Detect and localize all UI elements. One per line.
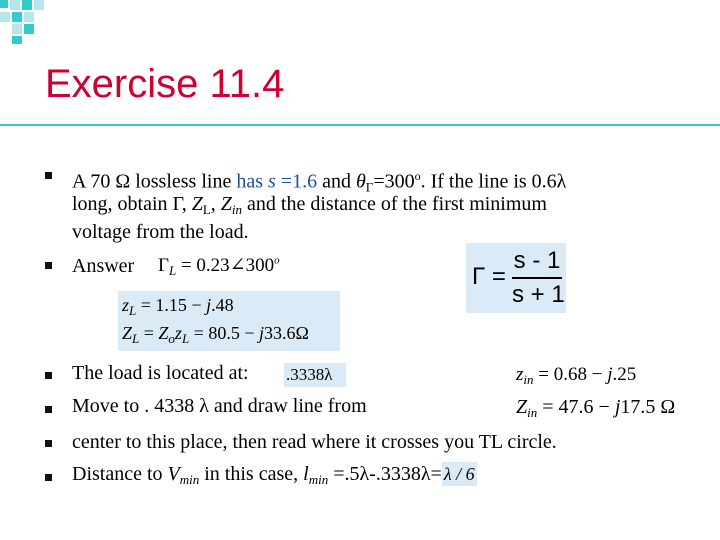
corner-square-4 <box>34 0 44 10</box>
zin-equation: $Z_{in} = 47.6 - j17.5$ Ω <box>516 396 676 420</box>
square-bullet-icon <box>45 474 52 481</box>
page-title: Exercise 11.4 <box>45 62 285 106</box>
corner-square-7 <box>24 24 34 34</box>
square-bullet-icon <box>45 440 52 447</box>
corner-square-1 <box>0 0 8 8</box>
load-location-value: .3338λ <box>284 363 346 387</box>
square-bullet-icon <box>45 172 52 179</box>
corner-square-3 <box>22 0 32 10</box>
square-bullet-icon <box>45 262 52 269</box>
bullet-1-line-3: voltage from the load. <box>72 221 249 243</box>
reflection-coefficient-formula: Γ = s - 1 s + 1 <box>466 243 566 313</box>
bullet-1-line-1: A 70 Ω lossless line has s =1.6 and $\theta_\Gamma=300^o$. If the line is 0.6λ <box>72 169 567 195</box>
bullet-3-text: The load is located at: <box>72 362 249 384</box>
corner-square-2 <box>10 0 20 10</box>
normalized-zl-equation: $z_L = 1.15 - j.48$ <box>122 295 234 318</box>
distance-answer: λ / 6 <box>443 464 475 484</box>
square-bullet-icon <box>45 372 52 379</box>
bullet-1-line-2: long, obtain Γ, $Z_L$, $Z_{in}$ and the distance of the first minimum <box>72 193 547 217</box>
corner-square-6 <box>24 12 34 22</box>
title-divider <box>0 124 720 126</box>
zl-equation: $Z_L = Z_oz_L = 80.5 - j33.6\Omega$ <box>122 323 309 346</box>
bullet-5-text: center to this place, then read where it crosses you TL circle. <box>72 431 557 453</box>
bullet-2-answer: Answer <box>72 255 135 277</box>
corner-square-10 <box>12 36 22 44</box>
corner-square-5 <box>12 12 22 22</box>
bullet-4-text: Move to . 4338 λ and draw line from <box>72 395 367 417</box>
corner-square-9 <box>0 12 10 22</box>
square-bullet-icon <box>45 406 52 413</box>
load-impedance-box <box>118 291 340 351</box>
normalized-zin-equation: $z_{in} = 0.68 - j.25$ <box>516 364 637 387</box>
corner-square-8 <box>12 24 22 34</box>
gamma-l-equation: $\Gamma_L$ = $0.23\angle 300^o$ <box>158 254 280 278</box>
bullet-6-text: Distance to $V_{min}$ in this case, $l_{min} =.5\lambda-.3338\lambda= \lambda / 6$ <box>72 463 475 487</box>
